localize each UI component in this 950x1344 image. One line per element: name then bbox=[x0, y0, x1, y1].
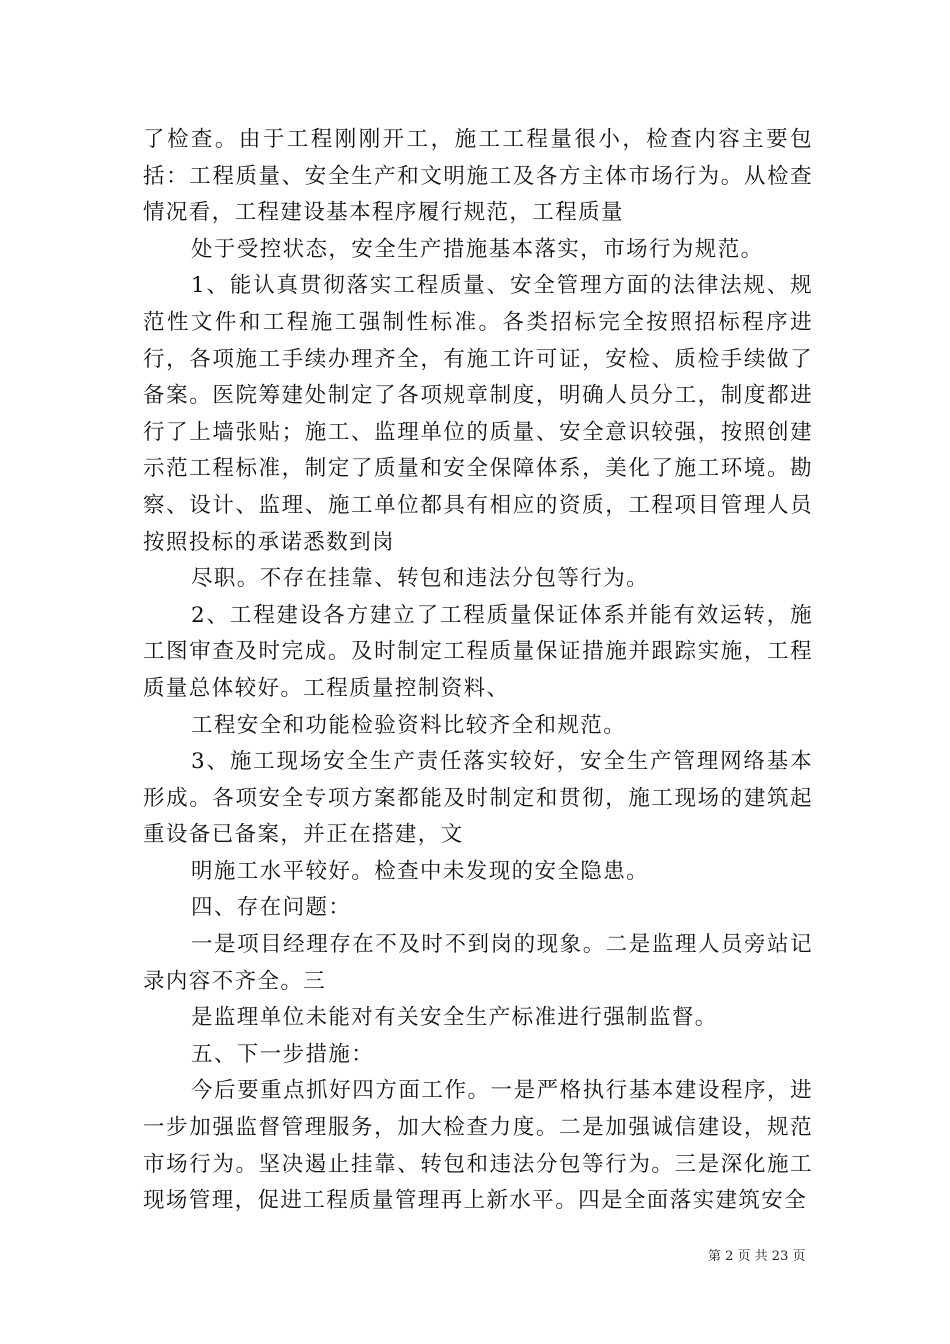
paragraph-item-2-continued: 工程安全和功能检验资料比较齐全和规范。 bbox=[191, 712, 627, 738]
paragraph-control-status: 处于受控状态，安全生产措施基本落实，市场行为规范。 bbox=[191, 236, 764, 262]
page-number-footer: 第 2 页 共 23 页 bbox=[708, 1249, 806, 1264]
section-heading-problems: 四、存在问题： bbox=[191, 895, 352, 921]
paragraph-continuation: 了检查。由于工程刚刚开工，施工工程量很小，检查内容主要包括：工程质量、安全生产和文明施工及各方主体市场行为。从检查情况看，工程建设基本程序履行规范，工程质量 bbox=[143, 127, 813, 226]
paragraph-next-steps: 今后要重点抓好四方面工作。一是严格执行基本建设程序，进一步加强监督管理服务，加大检查力度。二是加强诚信建设，规范市场行为。坚决遏止挂靠、转包和违法分包等行为。三是深化施工现场管理，促进工程质量管理再上新水平。四是全面落实建筑安全 bbox=[143, 1078, 813, 1214]
section-heading-next-steps: 五、下一步措施： bbox=[191, 1041, 375, 1067]
paragraph-item-2: 2、工程建设各方建立了工程质量保证体系并能有效运转，施工图审查及时完成。及时制定工程质量保证措施并跟踪实施，工程质量总体较好。工程质量控制资料、 bbox=[143, 602, 813, 701]
paragraph-item-3-continued: 明施工水平较好。检查中未发现的安全隐患。 bbox=[191, 858, 650, 884]
paragraph-problems: 一是项目经理存在不及时不到岗的现象。二是监理人员旁站记录内容不齐全。三 bbox=[143, 932, 813, 994]
paragraph-item-1: 1、能认真贯彻落实工程质量、安全管理方面的法律法规、规范性文件和工程施工强制性标准。各类招标完全按照招标程序进行，各项施工手续办理齐全，有施工许可证，安检、质检手续做了备案。医院筹建处制定了各项规章制度，明确人员分工，制度都进行了上墙张贴；施工、监理单位的质量、安全意识较强，按照创建示范工程标准，制定了质量和安全保障体系，美化了施工环境。勘察、设计、监理、施工单位都具有相应的资质，工程项目管理人员按照投标的承诺悉数到岗 bbox=[143, 273, 813, 555]
document-body bbox=[143, 122, 813, 1220]
paragraph-item-3: 3、施工现场安全生产责任落实较好，安全生产管理网络基本形成。各项安全专项方案都能及时制定和贯彻，施工现场的建筑起重设备已备案，并正在搭建，文 bbox=[143, 749, 813, 848]
paragraph-item-1-continued: 尽职。不存在挂靠、转包和违法分包等行为。 bbox=[191, 566, 650, 592]
paragraph-problems-continued: 是监理单位未能对有关安全生产标准进行强制监督。 bbox=[191, 1005, 718, 1031]
